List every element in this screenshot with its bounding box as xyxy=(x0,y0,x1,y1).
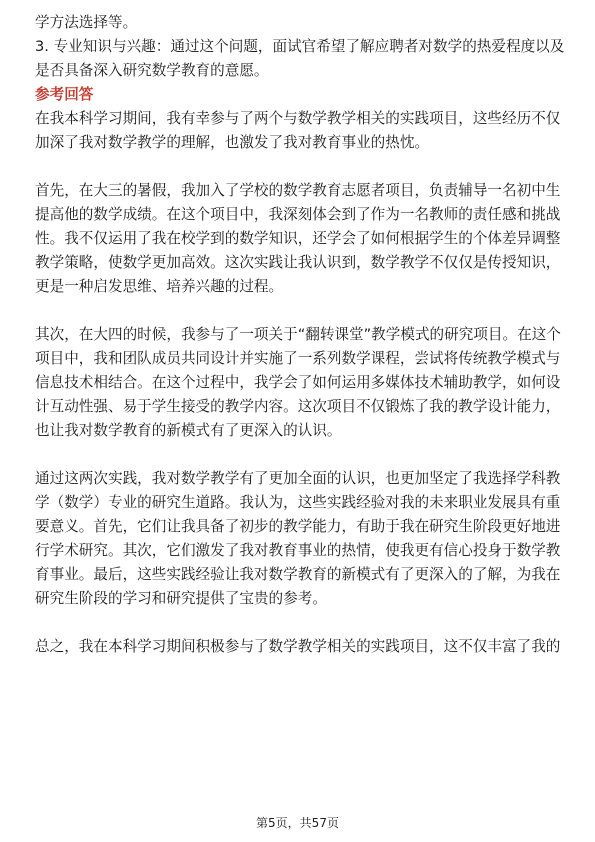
paragraph-line: 通过这两次实践，我对数学教学有了更加全面的认识，也更加坚定了我选择学科教 xyxy=(35,470,561,487)
intro-line-2: 3. 专业知识与兴趣：通过这个问题，面试官希望了解应聘者对数学的热爱程度以及 xyxy=(35,38,565,55)
paragraph-line: 育事业。最后，这些实践经验让我对数学教育的新模式有了更深入的了解，为我在 xyxy=(35,566,561,583)
paragraph-line: 加深了我对数学教学的理解，也激发了我对教育事业的热忱。 xyxy=(35,134,430,151)
paragraph-line: 其次，在大四的时候，我参与了一项关于“翻转课堂”教学模式的研究项目。在这个 xyxy=(35,326,561,343)
paragraph-line: 性。我不仅运用了我在校学到的数学知识，还学会了如何根据学生的个体差异调整 xyxy=(35,230,561,247)
paragraph-line: 信息技术相结合。在这个过程中，我学会了如何运用多媒体技术辅助教学，如何设 xyxy=(35,374,561,391)
page-number: 第5页，共57页 xyxy=(256,816,339,830)
paragraph-line: 计互动性强、易于学生接受的教学内容。这次项目不仅锻炼了我的教学设计能力， xyxy=(35,398,561,415)
paragraph-gap xyxy=(35,611,561,635)
paragraph-line: 行学术研究。其次，它们激发了我对教育事业的热情，使我更有信心投身于数学教 xyxy=(35,542,561,559)
intro-line-3: 是否具备深入研究数学教育的意愿。 xyxy=(35,62,269,79)
paragraph-line: 研究生阶段的学习和研究提供了宝贵的参考。 xyxy=(35,590,327,607)
paragraph-line: 提高他的数学成绩。在这个项目中，我深刻体会到了作为一名教师的责任感和挑战 xyxy=(35,206,561,223)
paragraph-line: 在我本科学习期间，我有幸参与了两个与数学教学相关的实践项目，这些经历不仅 xyxy=(35,110,561,127)
paragraph-line: 学（数学）专业的研究生道路。我认为，这些实践经验对我的未来职业发展具有重 xyxy=(35,494,561,511)
paragraph-line: 要意义。首先，它们让我具备了初步的教学能力，有助于我在研究生阶段更好地进 xyxy=(35,518,561,535)
paragraph-line: 也让我对数学教育的新模式有了更深入的认识。 xyxy=(35,422,342,439)
paragraph-line: 更是一种启发思维、培养兴趣的过程。 xyxy=(35,278,284,295)
document-body xyxy=(35,11,565,659)
paragraph-2 xyxy=(35,179,561,299)
paragraph-line: 首先，在大三的暑假，我加入了学校的数学教育志愿者项目，负责辅导一名初中生 xyxy=(35,182,561,199)
intro-line-1: 学方法选择等。 xyxy=(35,14,138,31)
answer-heading: 参考回答 xyxy=(35,86,94,103)
paragraph-gap xyxy=(35,299,561,323)
paragraph-line: 项目中，我和团队成员共同设计并实施了一系列数学课程，尝试将传统教学模式与 xyxy=(35,350,561,367)
paragraph-line: 教学策略，使数学更加高效。这次实践让我认识到，数学教学不仅仅是传授知识， xyxy=(35,254,561,271)
paragraph-5 xyxy=(35,635,561,659)
paragraph-3 xyxy=(35,323,561,443)
paragraph-1 xyxy=(35,107,561,155)
paragraph-4 xyxy=(35,467,561,611)
paragraph-gap xyxy=(35,155,561,179)
paragraph-line: 总之，我在本科学习期间积极参与了数学教学相关的实践项目，这不仅丰富了我的 xyxy=(35,638,561,655)
paragraph-gap xyxy=(35,443,561,467)
